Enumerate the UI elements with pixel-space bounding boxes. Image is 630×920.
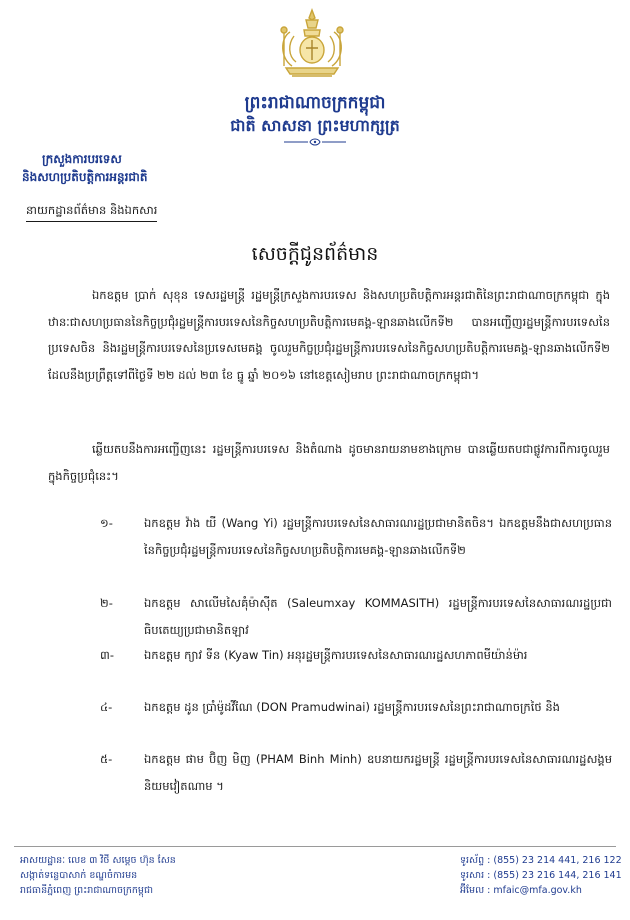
ministry-name-line2: និងសហប្រតិបត្តិការអន្តរជាតិ	[22, 170, 148, 184]
department-name: នាយកដ្ឋានព័ត៌មាន និងឯកសារ	[26, 203, 157, 222]
address-line-3: រាជធានីភ្នំពេញ ព្រះរាជាណាចក្រកម្ពុជា	[20, 885, 153, 896]
ornament-divider-icon	[282, 137, 348, 147]
address-line-1: អាសយដ្ឋានៈ លេខ ៣ វិថី សម្តេច ហ៊ុន សែន	[20, 855, 176, 866]
fax-number: ទូរសារ : (855) 23 216 144, 216 141	[460, 870, 622, 881]
phone-number: ទូរស័ព្ទ : (855) 23 214 441, 216 122	[460, 855, 622, 866]
list-item-text: ឯកឧត្តម ក្យាវ ទីន (Kyaw Tin) អនុរដ្ឋមន្ត្រីការបរទេសនៃសាធារណរដ្ឋសហភាពមីយ៉ាន់ម៉ារ	[144, 648, 528, 662]
document-title: សេចក្តីជូនព័ត៌មាន	[251, 243, 379, 265]
email-address: អ៊ីមែល : mfaic@mfa.gov.kh	[460, 885, 582, 896]
list-item-number: ៣-	[100, 648, 114, 662]
footer-address	[20, 853, 176, 898]
address-line-2: សង្កាត់ទន្លេបាសាក់ ខណ្ឌចំការមន	[20, 870, 138, 881]
motto-heading: ជាតិ សាសនា ព្រះមហាក្សត្រ	[230, 116, 400, 135]
footer-contact	[460, 853, 622, 898]
kingdom-heading: ព្រះរាជាណាចក្រកម្ពុជា	[244, 93, 386, 113]
list-item-number: ៤-	[100, 700, 113, 714]
footer-divider	[14, 846, 616, 847]
list-item-number: ១-	[100, 516, 113, 530]
list-item-text: ឯកឧត្តម សាលើមសៃគុំម៉ាស៊ីត (Saleumxay KOMMASITH) រដ្ឋមន្ត្រីការបរទេសនៃសាធារណរដ្ឋប្រជាធិបតេយ្យប្រជាមានិតឡាវ	[144, 596, 612, 637]
list-item-number: ២-	[100, 596, 113, 610]
list-item-number: ៥-	[100, 752, 113, 766]
ministry-name-line1: ក្រសួងការបរទេស	[42, 152, 122, 166]
list-item-text: ឯកឧត្តម ដូន ប្រាំម៉ូដវីណៃ (DON Pramudwinai) រដ្ឋមន្ត្រីការបរទេសនៃព្រះរាជាណាចក្រថៃ និង	[144, 700, 560, 714]
body-paragraph-1: ឯកឧត្តម ប្រាក់ សុខុន ទេសរដ្ឋមន្ត្រី រដ្ឋមន្ត្រីក្រសួងការបរទេស និងសហប្រតិបត្តិការអន្តរជាតិនៃព្រះរាជាណាចក្រកម្ពុជា ក្នុងឋានៈជាសហប្រធាននៃកិច្ចប្រជុំរដ្ឋមន្ត្រីការបរទេសនៃកិច្ចសហប្រតិបត្តិការមេគង្គ-ឡានឆាងលើកទី២ បានអញ្ជើញរដ្ឋមន្ត្រីការបរទេសនៃប្រទេសចិន និងរដ្ឋមន្ត្រីការបរទេសនៃប្រទេសមេគង្គ ចូលរួមកិច្ចប្រជុំរដ្ឋមន្ត្រីការបរទេសនៃកិច្ចសហប្រតិបត្តិការមេគង្គ-ឡានឆាងលើកទី២ ដែលនឹងប្រព្រឹត្តទៅពីថ្ងៃទី ២២ ដល់ ២៣ ខែ ធ្នូ ឆ្នាំ ២០១៦ នៅខេត្តសៀមរាប ព្រះរាជាណាចក្រកម្ពុជា។	[48, 288, 610, 382]
list-item-text: ឯកឧត្តម ផាម ប៊ិញ មិញ (PHAM Binh Minh) ឧបនាយករដ្ឋមន្ត្រី រដ្ឋមន្ត្រីការបរទេសនៃសាធារណរដ្ឋសង្គមនិយមវៀតណាម ។	[144, 752, 612, 793]
list-item-text: ឯកឧត្តម វ៉ាង យី (Wang Yi) រដ្ឋមន្ត្រីការបរទេសនៃសាធារណរដ្ឋប្រជាមានិតចិន។ ឯកឧត្តមនឹងជាសហប្រធាននៃកិច្ចប្រជុំរដ្ឋមន្ត្រីការបរទេសនៃកិច្ចសហប្រតិបត្តិការមេគង្គ-ឡានឆាងលើកទី២	[144, 516, 612, 557]
royal-crest-icon	[272, 8, 352, 80]
body-paragraph-2: ឆ្លើយតបនឹងការអញ្ជើញនេះ រដ្ឋមន្ត្រីការបរទេស និងតំណាង ដូចមានរាយនាមខាងក្រោម បានឆ្លើយតបជាផ្លូវការពីការចូលរួមក្នុងកិច្ចប្រជុំនេះ។	[48, 442, 610, 483]
